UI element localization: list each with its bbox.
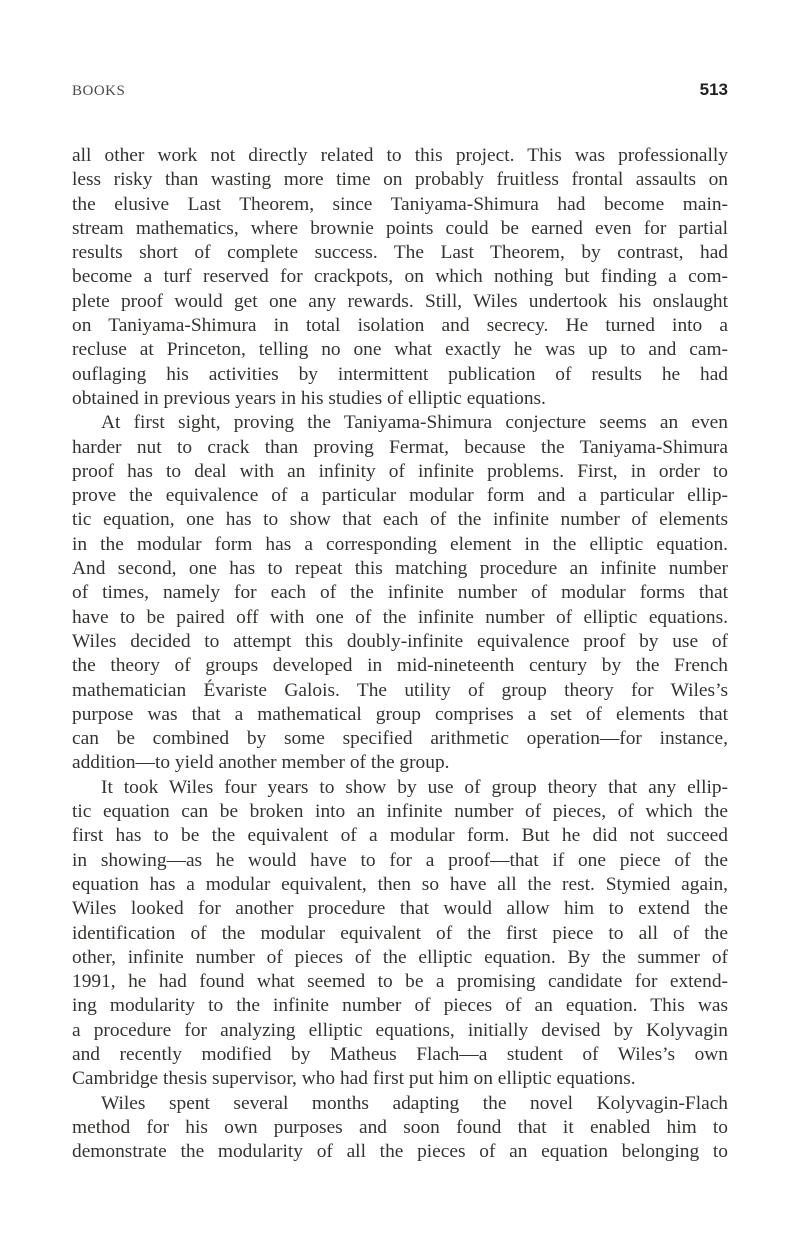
text-line: Wiles spent several months adapting the novel Kolyvagin-Flach (101, 1092, 728, 1114)
text-line: addition—to yield another member of the group. (72, 752, 450, 774)
text-line: the theory of groups developed in mid-nineteenth century by the French (72, 655, 728, 677)
text-line: results short of complete success. The Last Theorem, by contrast, had (72, 242, 728, 264)
text-line: become a turf reserved for crackpots, on which nothing but finding a com- (72, 266, 728, 288)
text-line: less risky than wasting more time on probably fruitless frontal assaults on (72, 169, 728, 191)
section-title: BOOKS (72, 83, 126, 99)
text-line: ing modularity to the infinite number of pieces of an equation. This was (72, 995, 728, 1017)
running-head (72, 80, 728, 110)
text-line: At first sight, proving the Taniyama-Shimura conjecture seems an even (101, 412, 728, 434)
text-line: Wiles decided to attempt this doubly-infinite equivalence proof by use of (72, 630, 728, 652)
body-text (72, 144, 728, 1164)
text-line: all other work not directly related to this project. This was professionally (72, 145, 728, 166)
text-line: method for his own purposes and soon found that it enabled him to (72, 1116, 728, 1138)
paragraph (72, 1092, 728, 1165)
book-page (72, 80, 728, 1164)
paragraph (72, 411, 728, 775)
text-line: mathematician Évariste Galois. The utility of group theory for Wiles’s (72, 679, 728, 701)
text-line: in the modular form has a corresponding element in the elliptic equation. (72, 533, 728, 555)
text-line: and recently modified by Matheus Flach—a student of Wiles’s own (72, 1043, 728, 1065)
text-line: And second, one has to repeat this matching procedure an infinite number (72, 558, 728, 580)
text-line: Wiles looked for another procedure that would allow him to extend the (72, 898, 728, 920)
text-line: tic equation, one has to show that each of the infinite number of elements (72, 509, 728, 531)
text-line: on Taniyama-Shimura in total isolation and secrecy. He turned into a (72, 315, 728, 337)
text-line: of times, namely for each of the infinite number of modular forms that (72, 582, 728, 604)
text-line: It took Wiles four years to show by use of group theory that any ellip- (101, 776, 728, 798)
text-line: purpose was that a mathematical group comprises a set of elements that (72, 703, 728, 725)
text-line: plete proof would get one any rewards. Still, Wiles undertook his onslaught (72, 290, 728, 312)
text-line: can be combined by some specified arithmetic operation—for instance, (72, 728, 728, 750)
paragraph (72, 776, 728, 1092)
text-line: first has to be the equivalent of a modular form. But he did not succeed (72, 825, 728, 847)
text-line: prove the equivalence of a particular modular form and a particular ellip- (72, 485, 728, 507)
text-line: identification of the modular equivalent of the first piece to all of the (72, 922, 728, 944)
text-line: in showing—as he would have to for a proof—that if one piece of the (72, 849, 728, 871)
text-line: demonstrate the modularity of all the pieces of an equation belonging to (72, 1141, 728, 1163)
text-line: Cambridge thesis supervisor, who had first put him on elliptic equations. (72, 1068, 636, 1090)
text-line: other, infinite number of pieces of the elliptic equation. By the summer of (72, 946, 728, 968)
text-line: obtained in previous years in his studies of elliptic equations. (72, 387, 546, 409)
text-line: harder nut to crack than proving Fermat, because the Taniyama-Shimura (72, 436, 728, 458)
text-line: a procedure for analyzing elliptic equations, initially devised by Kolyvagin (72, 1019, 728, 1041)
text-line: proof has to deal with an infinity of infinite problems. First, in order to (72, 460, 728, 482)
paragraph (72, 144, 728, 411)
text-line: have to be paired off with one of the infinite number of elliptic equations. (72, 606, 728, 628)
text-line: stream mathematics, where brownie points could be earned even for partial (72, 217, 728, 239)
text-line: ouflaging his activities by intermittent publication of results he had (72, 363, 728, 385)
page-number: 513 (699, 80, 728, 99)
text-line: the elusive Last Theorem, since Taniyama-Shimura had become main- (72, 193, 728, 215)
text-line: tic equation can be broken into an infinite number of pieces, of which the (72, 801, 728, 823)
text-line: 1991, he had found what seemed to be a promising candidate for extend- (72, 971, 728, 993)
text-line: equation has a modular equivalent, then so have all the rest. Stymied again, (72, 873, 728, 895)
text-line: recluse at Princeton, telling no one what exactly he was up to and cam- (72, 339, 728, 361)
